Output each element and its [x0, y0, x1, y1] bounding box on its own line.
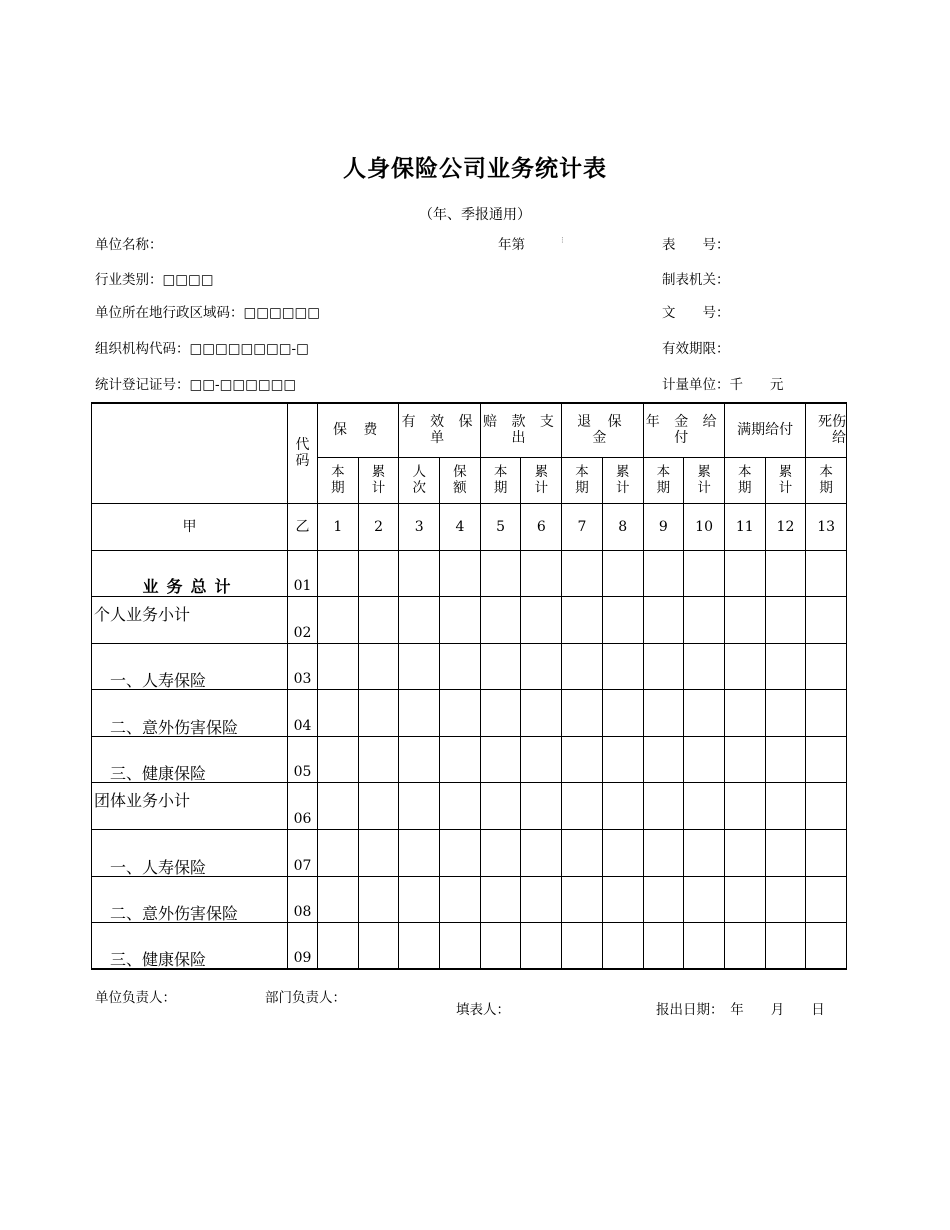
data-cell[interactable] [521, 550, 562, 597]
data-cell[interactable] [562, 830, 603, 877]
data-cell[interactable] [440, 550, 481, 597]
data-cell[interactable] [765, 690, 806, 737]
data-cell[interactable] [399, 643, 440, 690]
group-header-claims: 赔 款 支 出 [480, 403, 561, 457]
row-code: 03 [288, 643, 318, 690]
row-code: 02 [288, 597, 318, 644]
data-cell[interactable] [765, 783, 806, 830]
data-cell[interactable] [399, 597, 440, 644]
data-cell[interactable] [724, 783, 765, 830]
data-cell[interactable] [724, 550, 765, 597]
data-cell[interactable] [440, 876, 481, 923]
report-date-label: 报出日期： 年 月 日 [656, 1002, 825, 1018]
data-cell[interactable] [358, 876, 399, 923]
data-cell[interactable] [724, 876, 765, 923]
data-cell[interactable] [399, 736, 440, 783]
data-cell[interactable] [358, 736, 399, 783]
data-cell[interactable] [480, 643, 521, 690]
data-cell[interactable] [440, 690, 481, 737]
data-cell[interactable] [358, 550, 399, 597]
row-label: 业务总计 [92, 550, 288, 597]
row-label: 二、意外伤害保险 [92, 690, 288, 737]
subcol-header: 本期 [562, 457, 603, 503]
data-cell[interactable] [602, 783, 643, 830]
subcol-header: 累计 [765, 457, 806, 503]
data-cell[interactable] [562, 736, 603, 783]
data-cell[interactable] [684, 830, 725, 877]
data-cell[interactable] [765, 876, 806, 923]
column-number: 2 [358, 503, 399, 550]
data-cell[interactable] [724, 830, 765, 877]
column-number: 1 [318, 503, 359, 550]
row-label: 一、人寿保险 [92, 830, 288, 877]
data-cell[interactable] [480, 597, 521, 644]
table-row [92, 783, 847, 830]
data-cell[interactable] [521, 830, 562, 877]
data-cell[interactable] [643, 690, 684, 737]
group-header-annuity: 年 金 给 付 [643, 403, 724, 457]
table-row [92, 923, 847, 970]
industry-category: 行业类别：□□□□ [95, 272, 214, 288]
subcol-header: 累计 [521, 457, 562, 503]
data-cell[interactable] [440, 736, 481, 783]
data-cell[interactable] [521, 783, 562, 830]
row-label: 一、人寿保险 [92, 643, 288, 690]
group-header-death-injury: 死伤给 [806, 403, 847, 457]
data-cell[interactable] [358, 830, 399, 877]
column-number: 10 [684, 503, 725, 550]
subcol-header: 本期 [643, 457, 684, 503]
data-cell[interactable] [480, 690, 521, 737]
subcol-header: 本期 [318, 457, 359, 503]
data-cell[interactable] [643, 597, 684, 644]
data-cell[interactable] [562, 550, 603, 597]
row-code: 04 [288, 690, 318, 737]
data-cell[interactable] [806, 736, 847, 783]
data-cell[interactable] [602, 876, 643, 923]
row-label: 三、健康保险 [92, 923, 288, 970]
column-number: 9 [643, 503, 684, 550]
data-cell[interactable] [480, 876, 521, 923]
row-code: 01 [288, 550, 318, 597]
subcol-header: 保额 [440, 457, 481, 503]
year-separator: ⁝ [561, 236, 564, 246]
data-cell[interactable] [562, 923, 603, 970]
data-cell[interactable] [684, 736, 725, 783]
row-code: 09 [288, 923, 318, 970]
data-cell[interactable] [602, 830, 643, 877]
data-cell[interactable] [684, 643, 725, 690]
filler-label: 填表人： [456, 1002, 510, 1018]
data-cell[interactable] [358, 783, 399, 830]
data-cell[interactable] [480, 736, 521, 783]
group-header-maturity: 满期给付 [724, 403, 805, 457]
data-cell[interactable] [521, 923, 562, 970]
data-cell[interactable] [399, 783, 440, 830]
row-code: 05 [288, 736, 318, 783]
region-code: 单位所在地行政区域码：□□□□□□ [95, 305, 321, 321]
data-cell[interactable] [318, 550, 359, 597]
data-cell[interactable] [602, 736, 643, 783]
valid-period-label: 有效期限： [662, 341, 730, 357]
year-label: 年第 [498, 237, 525, 253]
row-code: 07 [288, 830, 318, 877]
table-row [92, 550, 847, 597]
column-number: 7 [562, 503, 603, 550]
data-cell[interactable] [684, 876, 725, 923]
row-label-header-cell [92, 403, 288, 503]
data-cell[interactable] [643, 923, 684, 970]
data-cell[interactable] [684, 550, 725, 597]
data-cell[interactable] [562, 643, 603, 690]
data-cell[interactable] [358, 690, 399, 737]
column-number: 12 [765, 503, 806, 550]
row-label: 团体业务小计 [92, 783, 288, 830]
index-label: 甲 [92, 503, 288, 550]
data-cell[interactable] [318, 830, 359, 877]
column-number: 8 [602, 503, 643, 550]
data-cell[interactable] [643, 736, 684, 783]
data-cell[interactable] [399, 690, 440, 737]
data-cell[interactable] [521, 736, 562, 783]
data-cell[interactable] [358, 643, 399, 690]
subcol-header: 累计 [358, 457, 399, 503]
row-label: 三、健康保险 [92, 736, 288, 783]
page-subtitle: （年、季报通用） [419, 207, 531, 223]
row-label: 个人业务小计 [92, 597, 288, 644]
data-cell[interactable] [562, 690, 603, 737]
data-cell[interactable] [318, 923, 359, 970]
data-cell[interactable] [684, 690, 725, 737]
data-cell[interactable] [806, 597, 847, 644]
data-cell[interactable] [440, 783, 481, 830]
data-cell[interactable] [480, 923, 521, 970]
form-number-label: 表 号： [662, 237, 730, 253]
column-number: 3 [399, 503, 440, 550]
data-cell[interactable] [684, 783, 725, 830]
row-code: 08 [288, 876, 318, 923]
data-cell[interactable] [724, 597, 765, 644]
data-cell[interactable] [602, 923, 643, 970]
data-cell[interactable] [806, 690, 847, 737]
data-cell[interactable] [521, 643, 562, 690]
data-cell[interactable] [358, 923, 399, 970]
stat-registration-number: 统计登记证号：□□-□□□□□□ [95, 377, 297, 393]
unit-head-label: 单位负责人： [95, 990, 176, 1006]
data-cell[interactable] [684, 923, 725, 970]
data-cell[interactable] [806, 783, 847, 830]
group-header-premium: 保 费 [318, 403, 399, 457]
data-cell[interactable] [765, 736, 806, 783]
dept-head-label: 部门负责人： [265, 990, 346, 1006]
data-cell[interactable] [765, 830, 806, 877]
data-cell[interactable] [562, 876, 603, 923]
group-header-surrender: 退 保 金 [562, 403, 643, 457]
subcol-header: 人次 [399, 457, 440, 503]
data-cell[interactable] [521, 690, 562, 737]
issuer-label: 制表机关： [662, 272, 730, 288]
data-cell[interactable] [602, 690, 643, 737]
table-row [92, 876, 847, 923]
table-row [92, 736, 847, 783]
data-cell[interactable] [318, 783, 359, 830]
code-header: 代码 [288, 403, 318, 503]
data-cell[interactable] [358, 597, 399, 644]
subcol-header: 本期 [480, 457, 521, 503]
data-cell[interactable] [806, 923, 847, 970]
subcol-header: 累计 [602, 457, 643, 503]
column-number: 6 [521, 503, 562, 550]
data-cell[interactable] [399, 923, 440, 970]
data-cell[interactable] [480, 830, 521, 877]
table-row [92, 643, 847, 690]
data-cell[interactable] [806, 830, 847, 877]
data-cell[interactable] [521, 876, 562, 923]
data-cell[interactable] [643, 783, 684, 830]
data-cell[interactable] [765, 923, 806, 970]
data-cell[interactable] [806, 643, 847, 690]
data-cell[interactable] [602, 643, 643, 690]
data-cell[interactable] [765, 643, 806, 690]
row-label: 二、意外伤害保险 [92, 876, 288, 923]
subcol-header: 累计 [684, 457, 725, 503]
data-cell[interactable] [440, 643, 481, 690]
data-cell[interactable] [765, 550, 806, 597]
data-cell[interactable] [602, 597, 643, 644]
org-code: 组织机构代码：□□□□□□□□-□ [95, 341, 309, 357]
column-number: 13 [806, 503, 847, 550]
page-title: 人身保险公司业务统计表 [343, 156, 607, 182]
data-cell[interactable] [318, 597, 359, 644]
data-cell[interactable] [806, 876, 847, 923]
data-cell[interactable] [643, 643, 684, 690]
data-cell[interactable] [440, 597, 481, 644]
data-cell[interactable] [724, 923, 765, 970]
data-cell[interactable] [440, 830, 481, 877]
data-cell[interactable] [562, 597, 603, 644]
unit-of-measure: 计量单位：千 元 [662, 377, 784, 393]
subcol-header: 本期 [724, 457, 765, 503]
data-cell[interactable] [724, 643, 765, 690]
statistics-table [91, 402, 847, 970]
data-cell[interactable] [318, 736, 359, 783]
data-cell[interactable] [643, 876, 684, 923]
index-code: 乙 [288, 503, 318, 550]
column-number: 4 [440, 503, 481, 550]
data-cell[interactable] [318, 643, 359, 690]
column-number: 5 [480, 503, 521, 550]
data-cell[interactable] [480, 783, 521, 830]
data-cell[interactable] [643, 550, 684, 597]
data-cell[interactable] [684, 597, 725, 644]
data-cell[interactable] [399, 830, 440, 877]
group-header-in-force-policies: 有 效 保 单 [399, 403, 480, 457]
data-cell[interactable] [643, 830, 684, 877]
data-cell[interactable] [602, 550, 643, 597]
data-cell[interactable] [806, 550, 847, 597]
data-cell[interactable] [521, 597, 562, 644]
data-cell[interactable] [440, 923, 481, 970]
data-cell[interactable] [724, 690, 765, 737]
table-row [92, 597, 847, 644]
data-cell[interactable] [480, 550, 521, 597]
column-number: 11 [724, 503, 765, 550]
row-code: 06 [288, 783, 318, 830]
document-number-label: 文 号： [662, 305, 730, 321]
table-row [92, 830, 847, 877]
data-cell[interactable] [318, 690, 359, 737]
data-cell[interactable] [724, 736, 765, 783]
data-cell[interactable] [562, 783, 603, 830]
unit-name-label: 单位名称： [95, 237, 163, 253]
data-cell[interactable] [399, 550, 440, 597]
data-cell[interactable] [399, 876, 440, 923]
data-cell[interactable] [318, 876, 359, 923]
data-cell[interactable] [765, 597, 806, 644]
subcol-header: 本期 [806, 457, 847, 503]
table-row [92, 690, 847, 737]
